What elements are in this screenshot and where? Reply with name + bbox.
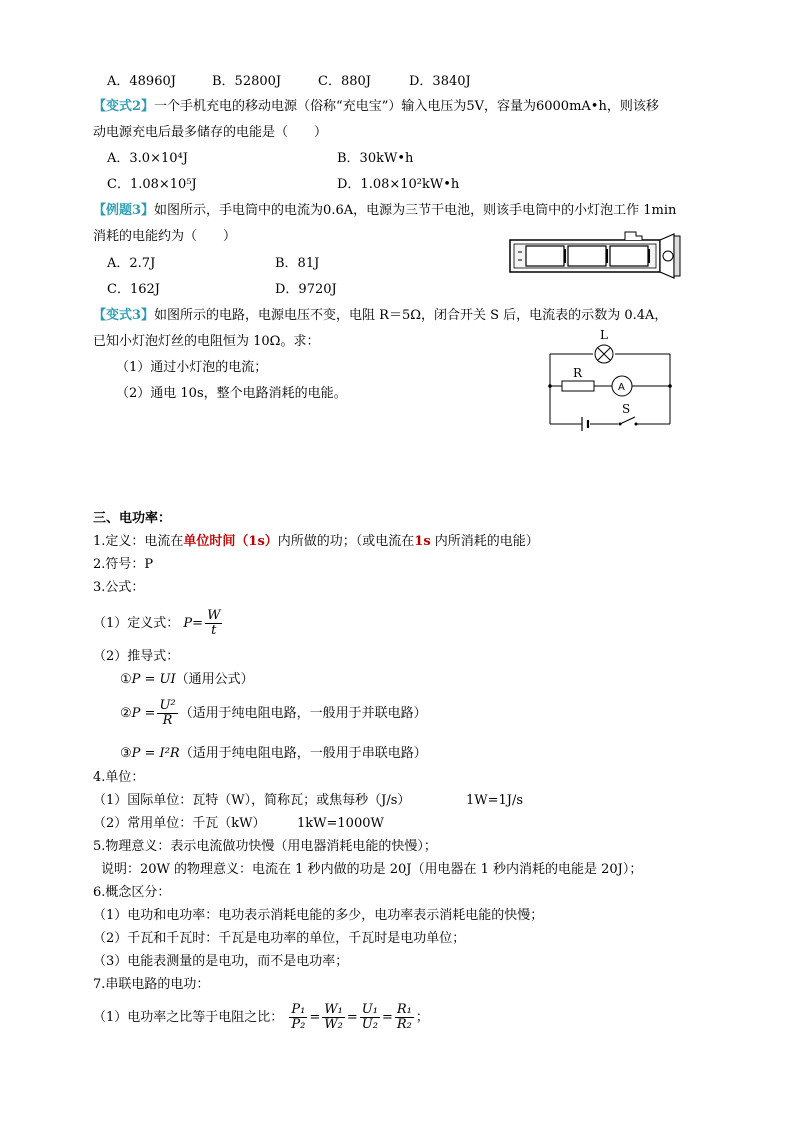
series-heading: 7.串联电路的电功： [93, 977, 210, 992]
label-S: S [622, 402, 631, 416]
concept-heading: 6.概念区分： [93, 885, 171, 900]
variant3-line1: 【变式3】如图所示的电路，电源电压不变，电阻 R＝5Ω，闭合开关 S 后，电流表的示数为 0.4A， [93, 308, 668, 323]
concept-2: （2）千瓦和千瓦时：千瓦是电功率的单位，千瓦时是电功单位； [93, 931, 466, 946]
variant2-option-a: A．3.0×10⁴J [107, 151, 188, 166]
example3-option-c: C．162J [107, 282, 160, 297]
section3-heading: 三、电功率： [93, 511, 172, 526]
example3-option-a: A．2.7J [107, 256, 156, 271]
variant3-tag: 【变式3】 [93, 308, 155, 323]
variant2-option-b: B．30kW•h [337, 151, 414, 166]
circuit-diagram [540, 324, 685, 436]
physical-meaning: 5.物理意义：表示电流做功快慢（用电器消耗电能的快慢）； [93, 839, 437, 854]
label-A: A [618, 382, 625, 393]
derived-formula-2: ②P = $\frac{\text{U²}}{R}$ （适用于纯电阻电路，一般用于并联电路） [120, 698, 427, 728]
series-ratio-formula: （1）电功率之比等于电阻之比： $\frac{\text{P₁}}{\text{P₂}}$ = $\frac{\text{W₁}}{\text{W₂}}$ = $\frac{\text{U₁}}{\text{U₂}}$ = $\frac{\text{R₁}}{\text{R₂}}$ ； [93, 1002, 429, 1032]
derived-heading: （2）推导式： [93, 649, 180, 664]
derived-formula-3: ③P = I²R（适用于纯电阻电路，一般用于串联电路） [120, 746, 427, 761]
definition-formula: （1）定义式： P= $\frac{W}{t}$ [93, 608, 221, 638]
variant2-line1: 【变式2】一个手机充电的移动电源（俗称“充电宝”）输入电压为5V，容量为6000mA•h，则该移 [93, 99, 659, 114]
unit-common-relation: 1kW=1000W [297, 816, 384, 831]
unit-si-relation: 1W=1J/s [466, 793, 524, 808]
variant2-option-c: C．1.08×10⁵J [107, 177, 197, 192]
variant3-question2: （2）通电 10s，整个电路消耗的电能。 [116, 386, 347, 401]
unit-heading: 4.单位： [93, 770, 145, 785]
option-a: A．48960J [107, 74, 176, 89]
flashlight-figure [508, 228, 698, 284]
fraction-W-over-t: $\frac{W}{t}$ [207, 608, 221, 638]
variant3-line2: 已知小灯泡灯丝的电阻恒为 10Ω。求： [93, 334, 320, 349]
concept-3: （3）电能表测量的是电功，而不是电功率； [93, 954, 349, 969]
symbol-line: 2.符号：P [93, 557, 154, 572]
example3-option-b: B．81J [275, 256, 320, 271]
variant2-tag: 【变式2】 [93, 99, 155, 114]
formula-heading: 3.公式： [93, 580, 145, 595]
label-L: L [600, 328, 608, 342]
fraction-U2-over-R: $\frac{\text{U²}}{R}$ [159, 698, 176, 728]
label-R: R [573, 366, 583, 380]
derived-formula-1: ①P = UI（通用公式） [120, 672, 254, 687]
option-d: D．3840J [409, 74, 471, 89]
definition-line: 1.定义：电流在单位时间（1s）内所做的功；（或电流在1s 内所消耗的电能） [93, 534, 539, 549]
variant3-question1: （1）通过小灯泡的电流； [116, 360, 268, 375]
example3-tag: 【例题3】 [93, 203, 155, 218]
option-c: C．880J [318, 74, 371, 89]
unit-si: （1）国际单位：瓦特（W），简称瓦；或焦每秒（J/s） [93, 793, 411, 808]
example3-option-d: D．9720J [275, 282, 337, 297]
option-b: B．52800J [212, 74, 282, 89]
example3-line2: 消耗的电能约为（ ） [93, 229, 237, 244]
variant2-line2: 动电源充电后最多储存的电能是（ ） [93, 125, 328, 140]
variant2-option-d: D．1.08×10²kW•h [337, 177, 460, 192]
explanation: 说明：20W 的物理意义：电流在 1 秒内做的功是 20J（用电器在 1 秒内消耗的电能是 20J）； [101, 862, 643, 877]
unit-common: （2）常用单位：千瓦（kW） [93, 816, 266, 831]
concept-1: （1）电功和电功率：电功表示消耗电能的多少，电功率表示消耗电能的快慢； [93, 908, 544, 923]
example3-line1: 【例题3】如图所示，手电筒中的电流为0.6A，电源为三节干电池，则该手电筒中的小灯泡工作 1min [93, 203, 677, 218]
